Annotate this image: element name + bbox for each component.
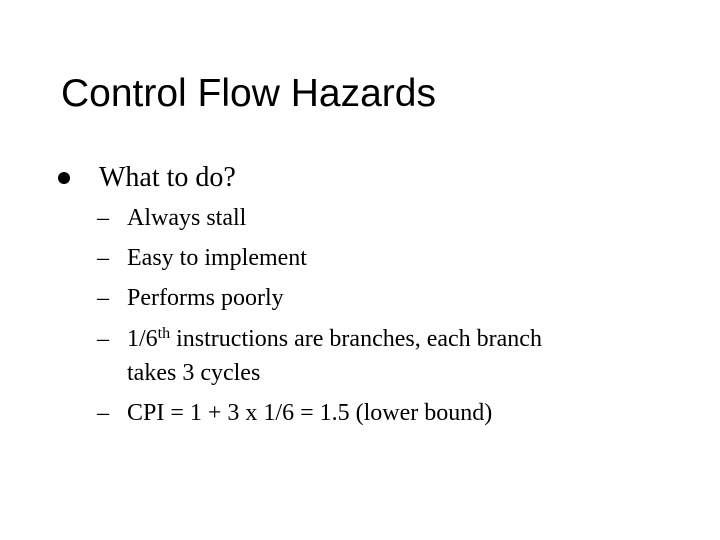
sub-item-text: Always stall	[127, 205, 247, 231]
dash-icon: –	[97, 285, 109, 311]
sub-item-continuation: takes 3 cycles	[127, 360, 261, 386]
bullet-dot-icon	[58, 172, 70, 184]
bullet-item	[58, 160, 236, 196]
dash-icon: –	[97, 205, 109, 231]
sub-item	[97, 322, 542, 390]
sub-item	[97, 241, 307, 275]
sub-item-text: Easy to implement	[127, 245, 307, 271]
sub-item-text: CPI = 1 + 3 x 1/6 = 1.5 (lower bound)	[127, 400, 493, 426]
dash-icon: –	[97, 326, 109, 352]
bullet-text: What to do?	[99, 162, 236, 193]
sub-item	[97, 281, 284, 315]
sub-item-text: Performs poorly	[127, 285, 284, 311]
sub-item	[97, 201, 246, 235]
slide-title: Control Flow Hazards	[61, 72, 436, 115]
dash-icon: –	[97, 400, 109, 426]
superscript-th: th	[157, 325, 171, 342]
dash-icon: –	[97, 245, 109, 271]
sub-item	[97, 396, 492, 430]
sub-item-text-pre: 1/6	[127, 326, 158, 352]
sub-item-text-post: instructions are branches, each branch	[170, 326, 542, 352]
